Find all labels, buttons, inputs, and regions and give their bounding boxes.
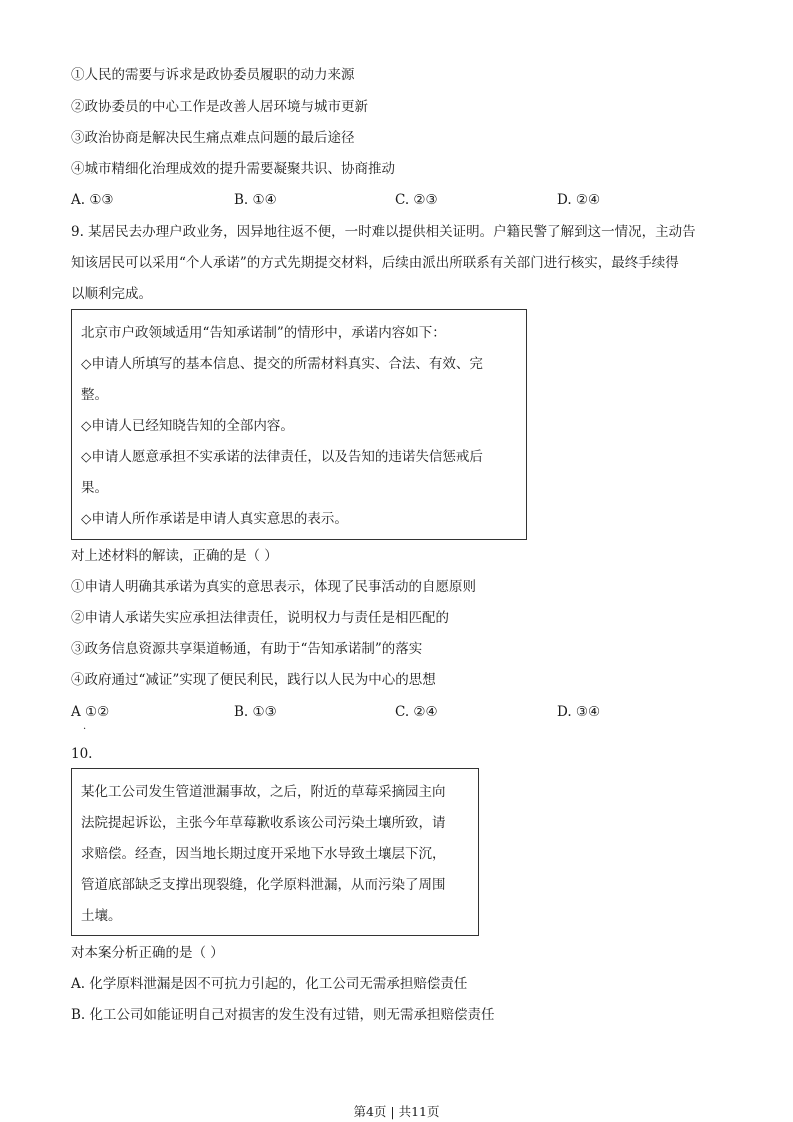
q9-stem-line-1: 9. 某居民去办理户政业务，因异地往返不便，一时难以提供相关证明。户籍民警了解到这一情况，主动告 (71, 224, 696, 240)
q9-option-d: D. ③④ (557, 704, 601, 720)
q9-box-line: ◇申请人所作承诺是申请人真实意思的表示。 (81, 511, 348, 527)
q9-box-line: ◇申请人已经知晓告知的全部内容。 (81, 418, 294, 434)
q8-option-b: B. ①④ (234, 192, 277, 208)
q9-statement-2: ②申请人承诺失实应承担法律责任，说明权力与责任是相匹配的 (71, 610, 449, 626)
q9-material-box (71, 309, 527, 540)
q8-statement-3: ③政治协商是解决民生痛点难点问题的最后途径 (71, 130, 355, 146)
q10-case-box (71, 768, 479, 936)
q9-option-b: B. ①③ (234, 704, 277, 720)
q8-statement-4: ④城市精细化治理成效的提升需要凝聚共识、协商推动 (71, 161, 395, 177)
q10-option-a: A. 化学原料泄漏是因不可抗力引起的，化工公司无需承担赔偿责任 (71, 976, 468, 992)
q9-statement-3: ③政务信息资源共享渠道畅通，有助于“告知承诺制”的落实 (71, 641, 423, 657)
q9-options (71, 704, 731, 720)
stray-mark: . (83, 721, 87, 732)
q10-box-line: 求赔偿。经查，因当地长期过度开采地下水导致土壤层下沉， (81, 846, 446, 862)
q9-stem-line-3: 以顺利完成。 (71, 286, 152, 302)
q9-box-line: ◇申请人愿意承担不实承诺的法律责任，以及告知的违诺失信惩戒后 (81, 449, 483, 465)
q8-option-a: A. ①③ (71, 192, 114, 208)
q9-statement-1: ①申请人明确其承诺为真实的意思表示，体现了民事活动的自愿原则 (71, 579, 476, 595)
q9-box-line: 果。 (81, 480, 108, 496)
q9-stem-line-2: 知该居民可以采用“个人承诺”的方式先期提交材料，后续由派出所联系有关部门进行核实，最终手续得 (71, 255, 679, 271)
q8-option-d: D. ②④ (557, 192, 601, 208)
q9-question: 对上述材料的解读，正确的是（ ） (71, 548, 278, 564)
q9-box-line: ◇申请人所填写的基本信息、提交的所需材料真实、合法、有效、完 (81, 356, 483, 372)
q10-box-line: 土壤。 (81, 908, 122, 924)
q9-box-line: 整。 (81, 387, 108, 403)
q10-question: 对本案分析正确的是（ ） (71, 945, 224, 961)
q10-number: 10. (71, 746, 93, 762)
q8-statement-2: ②政协委员的中心工作是改善人居环境与城市更新 (71, 99, 368, 115)
q10-box-line: 管道底部缺乏支撑出现裂缝，化学原料泄漏，从而污染了周围 (81, 877, 446, 893)
q8-options (71, 192, 731, 208)
q10-option-b: B. 化工公司如能证明自己对损害的发生没有过错，则无需承担赔偿责任 (71, 1007, 495, 1023)
q8-option-c: C. ②③ (395, 192, 438, 208)
q10-box-line: 法院提起诉讼，主张今年草莓歉收系该公司污染土壤所致，请 (81, 815, 446, 831)
q10-box-line: 某化工公司发生管道泄漏事故，之后，附近的草莓采摘园主向 (81, 784, 446, 800)
q9-option-a: A ①② (71, 704, 110, 720)
page-footer: 第4页 | 共11页 (353, 1104, 440, 1119)
q9-option-c: C. ②④ (395, 704, 438, 720)
q8-statement-1: ①人民的需要与诉求是政协委员履职的动力来源 (71, 67, 355, 83)
q9-box-line: 北京市户政领域适用“告知承诺制”的情形中，承诺内容如下： (81, 325, 446, 341)
q9-statement-4: ④政府通过“减证”实现了便民利民，践行以人民为中心的思想 (71, 672, 436, 688)
